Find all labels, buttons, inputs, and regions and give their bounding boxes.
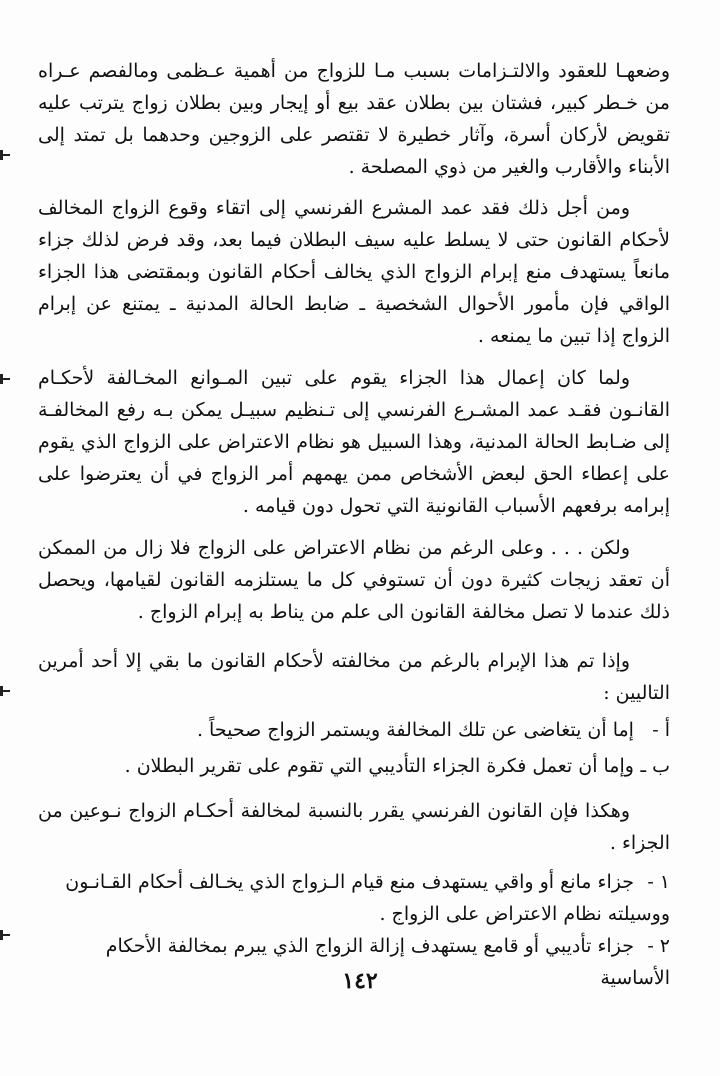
paragraph-1: وضعهـا للعقود والالتـزامات بسبب مـا للزواج من أهمية عـظمى ومالفصم عـراه من خـطر كبير، فشتان بين بطلان عقد بيع أو إيجار وبين بطلان زواج يترتب عليه تقويض لأركان أسرة، وآثار خطيرة لا تقتصر على الزوجين وحدهما بل تمتد إلى الأبناء والأقارب والغير من ذوي المصلحة . [38, 60, 670, 178]
numbered-item-2-marker: ٢ - [647, 935, 670, 957]
numbered-item-1-marker: ١ - [647, 871, 670, 893]
option-b-text: وإما أن تعمل فكرة الجزاء التأديبي التي تقوم على تقرير البطلان . [124, 755, 634, 777]
numbered-item-1 [38, 866, 670, 930]
option-a-text: إما أن يتغاضى عن تلك المخالفة ويستمر الزواج صحيحاً . [196, 719, 634, 741]
margin-tick-mark [0, 684, 12, 698]
option-b-marker: ب ـ [640, 755, 670, 777]
paragraph-3: ولما كان إعمال هذا الجزاء يقوم على تبين المـوانع المخـالفة لأحكـام القانـون فقـد عمد المشـرع الفرنسي إلى تـنظيم سبيـل يمكن بـه رفع المخالفـة إلى ضـابط الحالة المدنية، وهذا السبيل هو نظام الاعتراض على الزواج الذي يقوم على إعطاء الحق لبعض الأشخاص ممن يهمهم أمر الزواج في أن يعترضوا على إبرامه برفعهم الأسباب القانونية التي تحول دون قيامه . [38, 367, 670, 517]
option-b [38, 750, 670, 782]
margin-tick-mark [0, 148, 12, 162]
option-a-marker: أ - [652, 719, 670, 741]
paragraph-4: ولكن . . . وعلى الرغم من نظام الاعتراض على الزواج فلا زال من الممكن أن تعقد زيجات كثيرة دون أن تستوفي كل ما يستلزمه القانون لقيامها، ويحصل ذلك عندما لا تصل مخالفة القانون الى علم من يناط به إبرام الزواج . [38, 537, 670, 623]
margin-tick-mark [0, 928, 12, 942]
page-number: ١٤٢ [342, 968, 378, 994]
option-a [38, 714, 670, 746]
paragraph-2: ومن أجل ذلك فقد عمد المشرع الفرنسي إلى اتقاء وقوع الزواج المخالف لأحكام القانون حتى لا يسلط عليه سيف البطلان فيما بعد، وقد فرض لذلك جزاء مانعاً يستهدف منع إبرام الزواج الذي يخالف أحكام القانون وبمقتضى هذا الجزاء الواقي فإن مأمور الأحوال الشخصية ـ ضابط الحالة المدنية ـ يمتنع عن إبرام الزواج إذا تبين ما يمنعه . [38, 197, 670, 347]
margin-tick-mark [0, 372, 12, 386]
numbered-item-2-text: جزاء تأديبي أو قامع يستهدف إزالة الزواج الذي يبرم بمخالفة الأحكام الأساسية [105, 935, 670, 989]
paragraph-5: وإذا تم هذا الإبرام بالرغم من مخالفته لأحكام القانون ما بقي إلا أحد أمرين التاليين : [38, 650, 670, 704]
numbered-item-1-text: جزاء مانع أو واقي يستهدف منع قيام الـزواج الذي يخـالف أحكام القـانـون ووسيلته نظام الاعتراض على الزواج . [65, 871, 670, 925]
summary-paragraph: وهكذا فإن القانون الفرنسي يقرر بالنسبة لمخالفة أحكـام الزواج نـوعين من الجزاء . [38, 800, 670, 854]
